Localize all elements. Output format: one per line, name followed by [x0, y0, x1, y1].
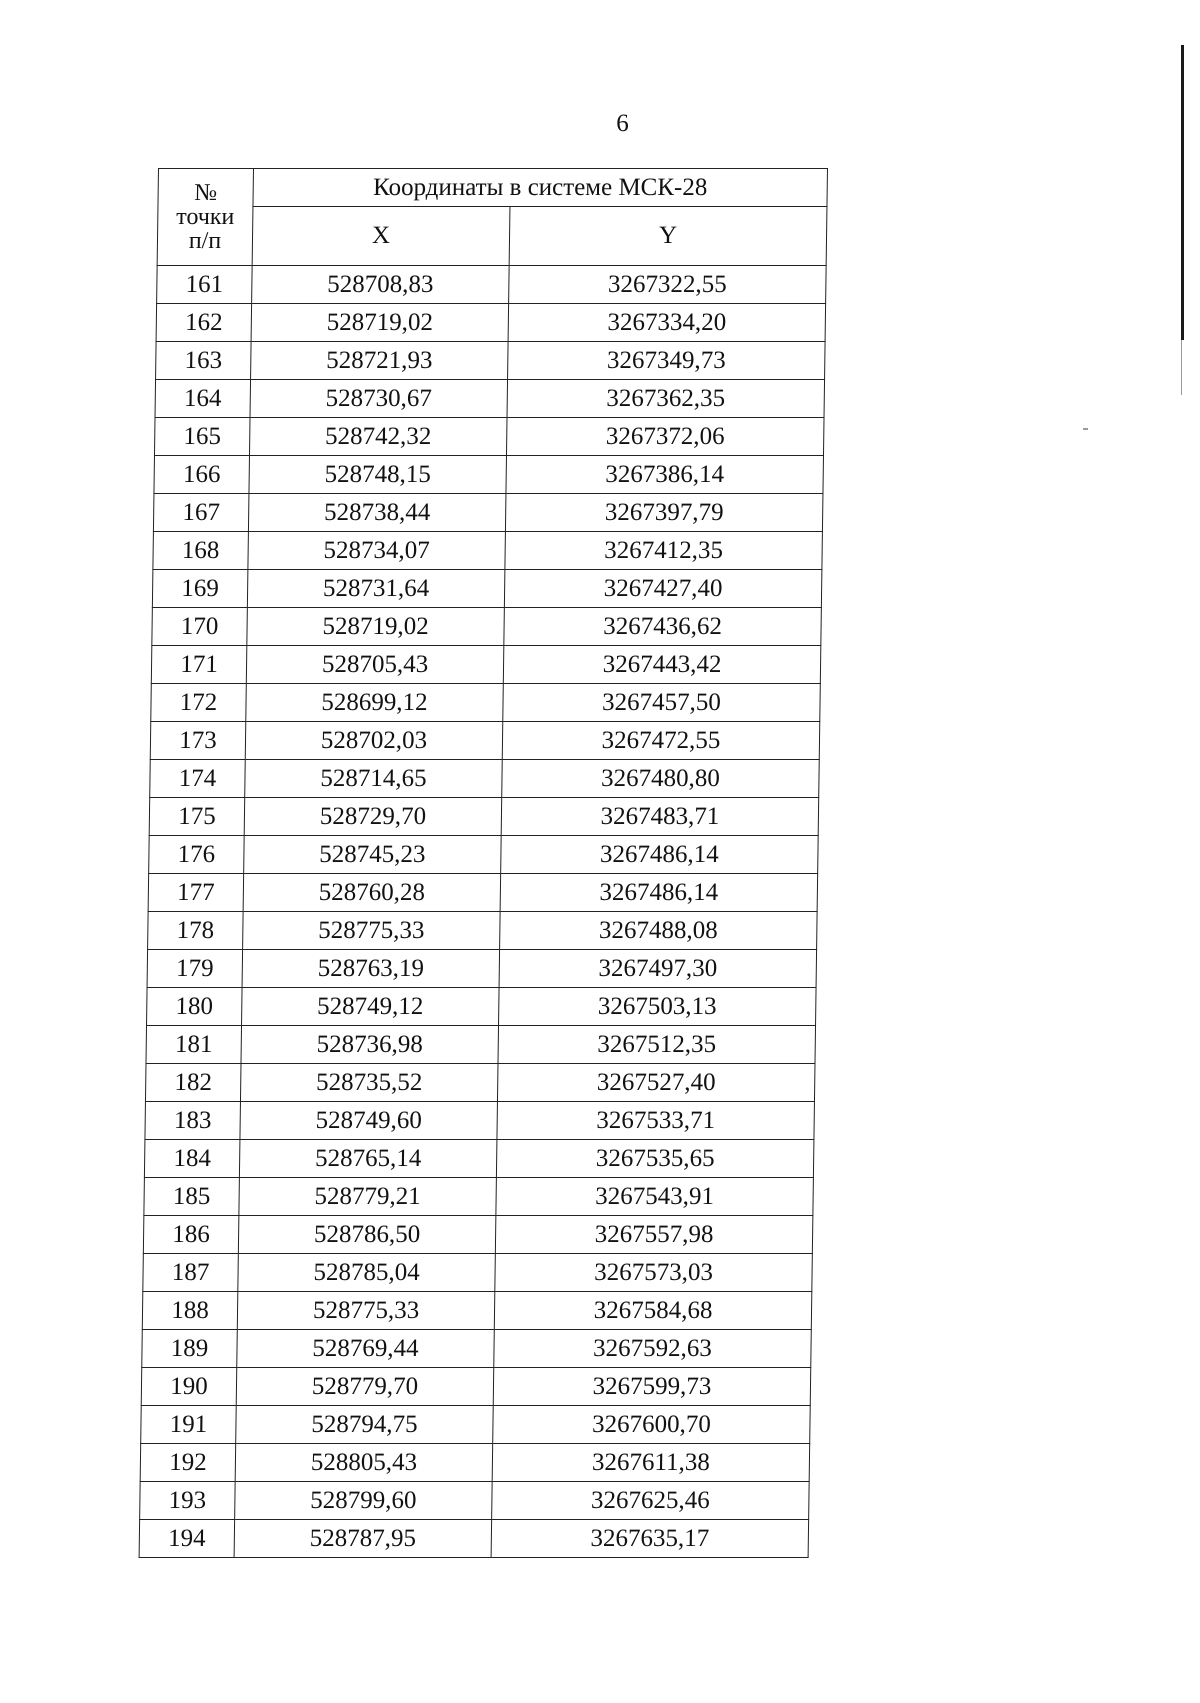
table-row — [140, 1482, 810, 1520]
point-number-cell: 190 — [141, 1368, 237, 1406]
x-coordinate-cell: 528749,12 — [242, 988, 500, 1026]
y-coordinate-cell: 3267362,35 — [507, 380, 825, 418]
table-row — [143, 1216, 813, 1254]
point-number-cell: 189 — [142, 1330, 238, 1368]
point-number-cell: 180 — [147, 988, 243, 1026]
point-number-cell: 170 — [152, 608, 248, 646]
table-row — [151, 684, 821, 722]
x-coordinate-cell: 528702,03 — [245, 722, 503, 760]
x-column-header: X — [252, 206, 510, 265]
y-coordinate-cell: 3267584,68 — [494, 1292, 812, 1330]
x-coordinate-cell: 528699,12 — [246, 684, 504, 722]
y-coordinate-cell: 3267600,70 — [493, 1406, 811, 1444]
ordinal-abbr: п/п — [188, 228, 222, 254]
y-coordinate-cell: 3267412,35 — [505, 532, 823, 570]
point-number-cell: 192 — [140, 1444, 236, 1482]
x-coordinate-cell: 528734,07 — [248, 532, 506, 570]
table-row — [152, 608, 822, 646]
point-number-cell: 167 — [153, 494, 249, 532]
x-coordinate-cell: 528735,52 — [240, 1064, 498, 1102]
y-coordinate-cell: 3267599,73 — [493, 1368, 811, 1406]
x-coordinate-cell: 528805,43 — [235, 1444, 493, 1482]
x-coordinate-cell: 528787,95 — [234, 1520, 492, 1558]
table-row — [142, 1330, 812, 1368]
table-row — [145, 1064, 815, 1102]
x-coordinate-cell: 528748,15 — [249, 456, 507, 494]
point-number-cell: 164 — [155, 380, 251, 418]
table-row — [153, 494, 823, 532]
y-coordinate-cell: 3267436,62 — [504, 608, 822, 646]
x-coordinate-cell: 528742,32 — [249, 418, 507, 456]
y-coordinate-cell: 3267592,63 — [494, 1330, 812, 1368]
scan-margin-line — [1181, 45, 1184, 340]
x-coordinate-cell: 528731,64 — [247, 570, 505, 608]
x-coordinate-cell: 528736,98 — [241, 1026, 499, 1064]
table-row — [156, 342, 826, 380]
point-number-cell: 182 — [145, 1064, 241, 1102]
point-number-cell: 177 — [148, 874, 244, 912]
table-row — [146, 1026, 816, 1064]
point-number-cell: 166 — [154, 456, 250, 494]
page-number: 6 — [616, 110, 629, 137]
coordinates-table-body — [139, 266, 826, 1558]
x-coordinate-cell: 528738,44 — [248, 494, 506, 532]
table-row — [151, 646, 821, 684]
number-sign: № — [194, 180, 218, 206]
y-coordinate-cell: 3267427,40 — [504, 570, 822, 608]
x-coordinate-cell: 528714,65 — [245, 760, 503, 798]
table-row — [147, 988, 817, 1026]
point-number-cell: 184 — [144, 1140, 240, 1178]
point-number-cell: 171 — [151, 646, 247, 684]
y-coordinate-cell: 3267486,14 — [501, 836, 819, 874]
x-coordinate-cell: 528721,93 — [251, 342, 509, 380]
point-number-cell: 173 — [150, 722, 246, 760]
x-coordinate-cell: 528794,75 — [236, 1406, 494, 1444]
y-coordinate-cell: 3267625,46 — [492, 1482, 810, 1520]
table-row — [143, 1254, 813, 1292]
point-number-cell: 194 — [139, 1520, 235, 1558]
y-coordinate-cell: 3267457,50 — [503, 684, 821, 722]
table-row — [141, 1406, 811, 1444]
point-number-cell: 162 — [156, 304, 252, 342]
x-coordinate-cell: 528719,02 — [247, 608, 505, 646]
point-number-cell: 178 — [148, 912, 244, 950]
y-coordinate-cell: 3267573,03 — [495, 1254, 813, 1292]
x-coordinate-cell: 528730,67 — [250, 380, 508, 418]
y-coordinate-cell: 3267512,35 — [498, 1026, 816, 1064]
point-number-cell: 163 — [156, 342, 252, 380]
x-coordinate-cell: 528763,19 — [242, 950, 500, 988]
point-number-cell: 186 — [143, 1216, 239, 1254]
x-coordinate-cell: 528749,60 — [240, 1102, 498, 1140]
y-coordinate-cell: 3267386,14 — [506, 456, 824, 494]
x-coordinate-cell: 528786,50 — [238, 1216, 496, 1254]
point-number-cell: 165 — [154, 418, 250, 456]
scan-margin-line-faint — [1181, 340, 1182, 395]
point-number-header — [157, 169, 253, 266]
table-row — [148, 874, 818, 912]
point-number-cell: 193 — [140, 1482, 236, 1520]
y-coordinate-cell: 3267334,20 — [508, 304, 826, 342]
x-coordinate-cell: 528719,02 — [251, 304, 509, 342]
table-row — [156, 304, 826, 342]
x-coordinate-cell: 528779,21 — [239, 1178, 497, 1216]
point-number-cell: 179 — [147, 950, 243, 988]
table-row — [140, 1444, 810, 1482]
point-number-cell: 188 — [142, 1292, 238, 1330]
x-coordinate-cell: 528775,33 — [237, 1292, 495, 1330]
y-coordinate-cell: 3267480,80 — [502, 760, 820, 798]
table-row — [145, 1102, 815, 1140]
table-row — [148, 912, 818, 950]
table-row — [154, 418, 824, 456]
x-coordinate-cell: 528785,04 — [238, 1254, 496, 1292]
table-row — [142, 1292, 812, 1330]
coordinates-table — [139, 168, 828, 1558]
table-row — [154, 456, 824, 494]
y-coordinate-cell: 3267322,55 — [509, 266, 827, 304]
y-coordinate-cell: 3267497,30 — [499, 950, 817, 988]
table-row — [150, 722, 820, 760]
y-coordinate-cell: 3267472,55 — [502, 722, 820, 760]
scan-speck — [1083, 428, 1088, 430]
point-number-cell: 191 — [141, 1406, 237, 1444]
point-number-cell: 161 — [157, 266, 253, 304]
x-coordinate-cell: 528779,70 — [236, 1368, 494, 1406]
table-row — [153, 532, 823, 570]
y-coordinate-cell: 3267533,71 — [497, 1102, 815, 1140]
point-number-cell: 183 — [145, 1102, 241, 1140]
table-row — [157, 266, 827, 304]
point-number-cell: 185 — [144, 1178, 240, 1216]
point-number-cell: 187 — [143, 1254, 239, 1292]
table-row — [139, 1520, 809, 1558]
point-word: точки — [176, 204, 235, 230]
x-coordinate-cell: 528799,60 — [235, 1482, 493, 1520]
y-coordinate-cell: 3267443,42 — [503, 646, 821, 684]
point-number-cell: 172 — [151, 684, 247, 722]
point-number-cell: 169 — [152, 570, 248, 608]
y-coordinate-cell: 3267527,40 — [497, 1064, 815, 1102]
point-number-cell: 176 — [149, 836, 245, 874]
y-coordinate-cell: 3267397,79 — [505, 494, 823, 532]
x-coordinate-cell: 528775,33 — [243, 912, 501, 950]
table-row — [144, 1140, 814, 1178]
y-coordinate-cell: 3267488,08 — [500, 912, 818, 950]
table-row — [149, 836, 819, 874]
table-row — [150, 760, 820, 798]
y-coordinate-cell: 3267543,91 — [496, 1178, 814, 1216]
table-row — [152, 570, 822, 608]
point-number-cell: 181 — [146, 1026, 242, 1064]
point-number-cell: 168 — [153, 532, 249, 570]
y-column-header: Y — [509, 206, 827, 265]
table-row — [155, 380, 825, 418]
table-row — [149, 798, 819, 836]
table-row — [141, 1368, 811, 1406]
x-coordinate-cell: 528760,28 — [243, 874, 501, 912]
y-coordinate-cell: 3267503,13 — [499, 988, 817, 1026]
point-number-cell: 175 — [149, 798, 245, 836]
y-coordinate-cell: 3267349,73 — [508, 342, 826, 380]
table-row — [147, 950, 817, 988]
y-coordinate-cell: 3267483,71 — [501, 798, 819, 836]
y-coordinate-cell: 3267557,98 — [495, 1216, 813, 1254]
y-coordinate-cell: 3267486,14 — [500, 874, 818, 912]
x-coordinate-cell: 528769,44 — [237, 1330, 495, 1368]
y-coordinate-cell: 3267372,06 — [506, 418, 824, 456]
point-number-cell: 174 — [150, 760, 246, 798]
x-coordinate-cell: 528765,14 — [239, 1140, 497, 1178]
x-coordinate-cell: 528708,83 — [252, 266, 510, 304]
y-coordinate-cell: 3267535,65 — [496, 1140, 814, 1178]
y-coordinate-cell: 3267635,17 — [491, 1520, 809, 1558]
x-coordinate-cell: 528729,70 — [244, 798, 502, 836]
table-row — [144, 1178, 814, 1216]
coordinate-system-header: Координаты в системе МСК-28 — [253, 169, 828, 207]
y-coordinate-cell: 3267611,38 — [492, 1444, 810, 1482]
x-coordinate-cell: 528705,43 — [246, 646, 504, 684]
x-coordinate-cell: 528745,23 — [244, 836, 502, 874]
